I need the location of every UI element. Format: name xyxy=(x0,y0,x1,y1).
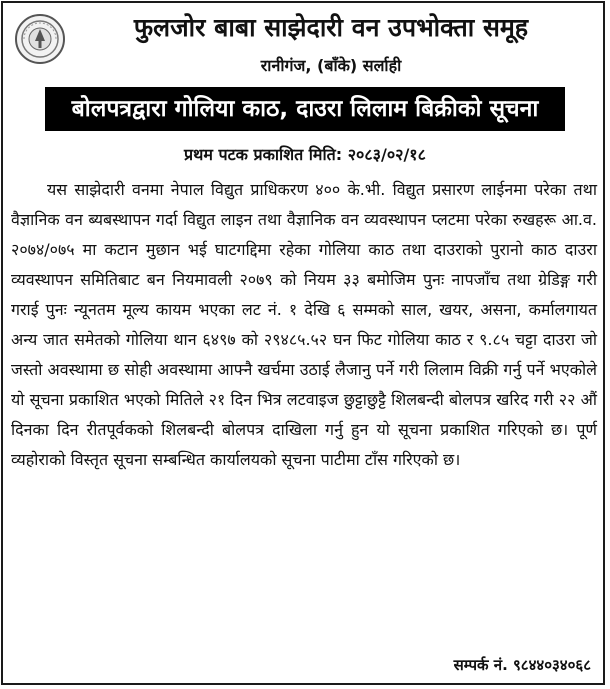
organization-seal-icon xyxy=(14,13,66,65)
publication-date: प्रथम पटक प्रकाशित मिति: २०८३/०२/१८ xyxy=(184,145,426,164)
notice-body: यस साझेदारी वनमा नेपाल विद्युत प्राधिकरण ४०० के.भी. विद्युत प्रसारण लाईनमा परेका तथा वैज्ञानिक वन ब्यबस्थापन गर्दा विद्युत लाइन तथा वैज्ञानिक वन व्यवस्थापन प्लटमा परेका रुखहरू आ.व. २०७४/०७५ मा कटान मुछान भई घाटगद्दिमा रहेका गोलिया काठ तथा दाउराको पुरानो काठ दाउरा व्यवस्थापन समितिबाट बन नियमावली २०७९ को नियम ३३ बमोजिम पुनः नापजाँच तथा ग्रेडिङ्ग गरी गराई पुनः न्यूनतम मूल्य कायम भएका लट नं. १ देखि ६ सम्मको साल, खयर, असना, कर्मालगायत अन्य जात समेतको गोलिया थान ६४९७ को २९४८५.५२ घन फिट गोलिया काठ र ९.८५ चट्टा दाउरा जो जस्तो अवस्थामा छ सोही अवस्थामा आफ्नै खर्चमा उठाई लैजानु पर्ने गरी लिलाम विक्री गर्नु पर्ने भएकोले यो सूचना प्रकाशित भएको मितिले २१ दिन भित्र लटवाइज छुट्टाछुट्टै शिलबन्दी बोलपत्र खरिद गरी २२ औं दिनका दिन रीतपूर्वकको शिलबन्दी बोलपत्र दाखिला गर्नु हुन यो सूचना प्रकाशित गरिएको छ। पूर्ण व्यहोराको विस्तृत सूचना सम्बन्धित कार्यालयको सूचना पाटीमा टाँस गरिएको छ। xyxy=(11,180,597,469)
notice-title-banner: बोलपत्रद्वारा गोलिया काठ, दाउरा लिलाम बिक्रीको सूचना xyxy=(45,87,565,131)
notice-frame xyxy=(1,1,605,685)
organization-address: रानीगंज, (बाँके) सर्लाही xyxy=(260,56,402,75)
notice-header xyxy=(3,3,607,89)
organization-name: फुलजोर बाबा साझेदारी वन उपभोक्ता समूह xyxy=(133,13,529,42)
contact-number: सम्पर्क नं. ९८४४०३४०६८ xyxy=(453,656,591,674)
